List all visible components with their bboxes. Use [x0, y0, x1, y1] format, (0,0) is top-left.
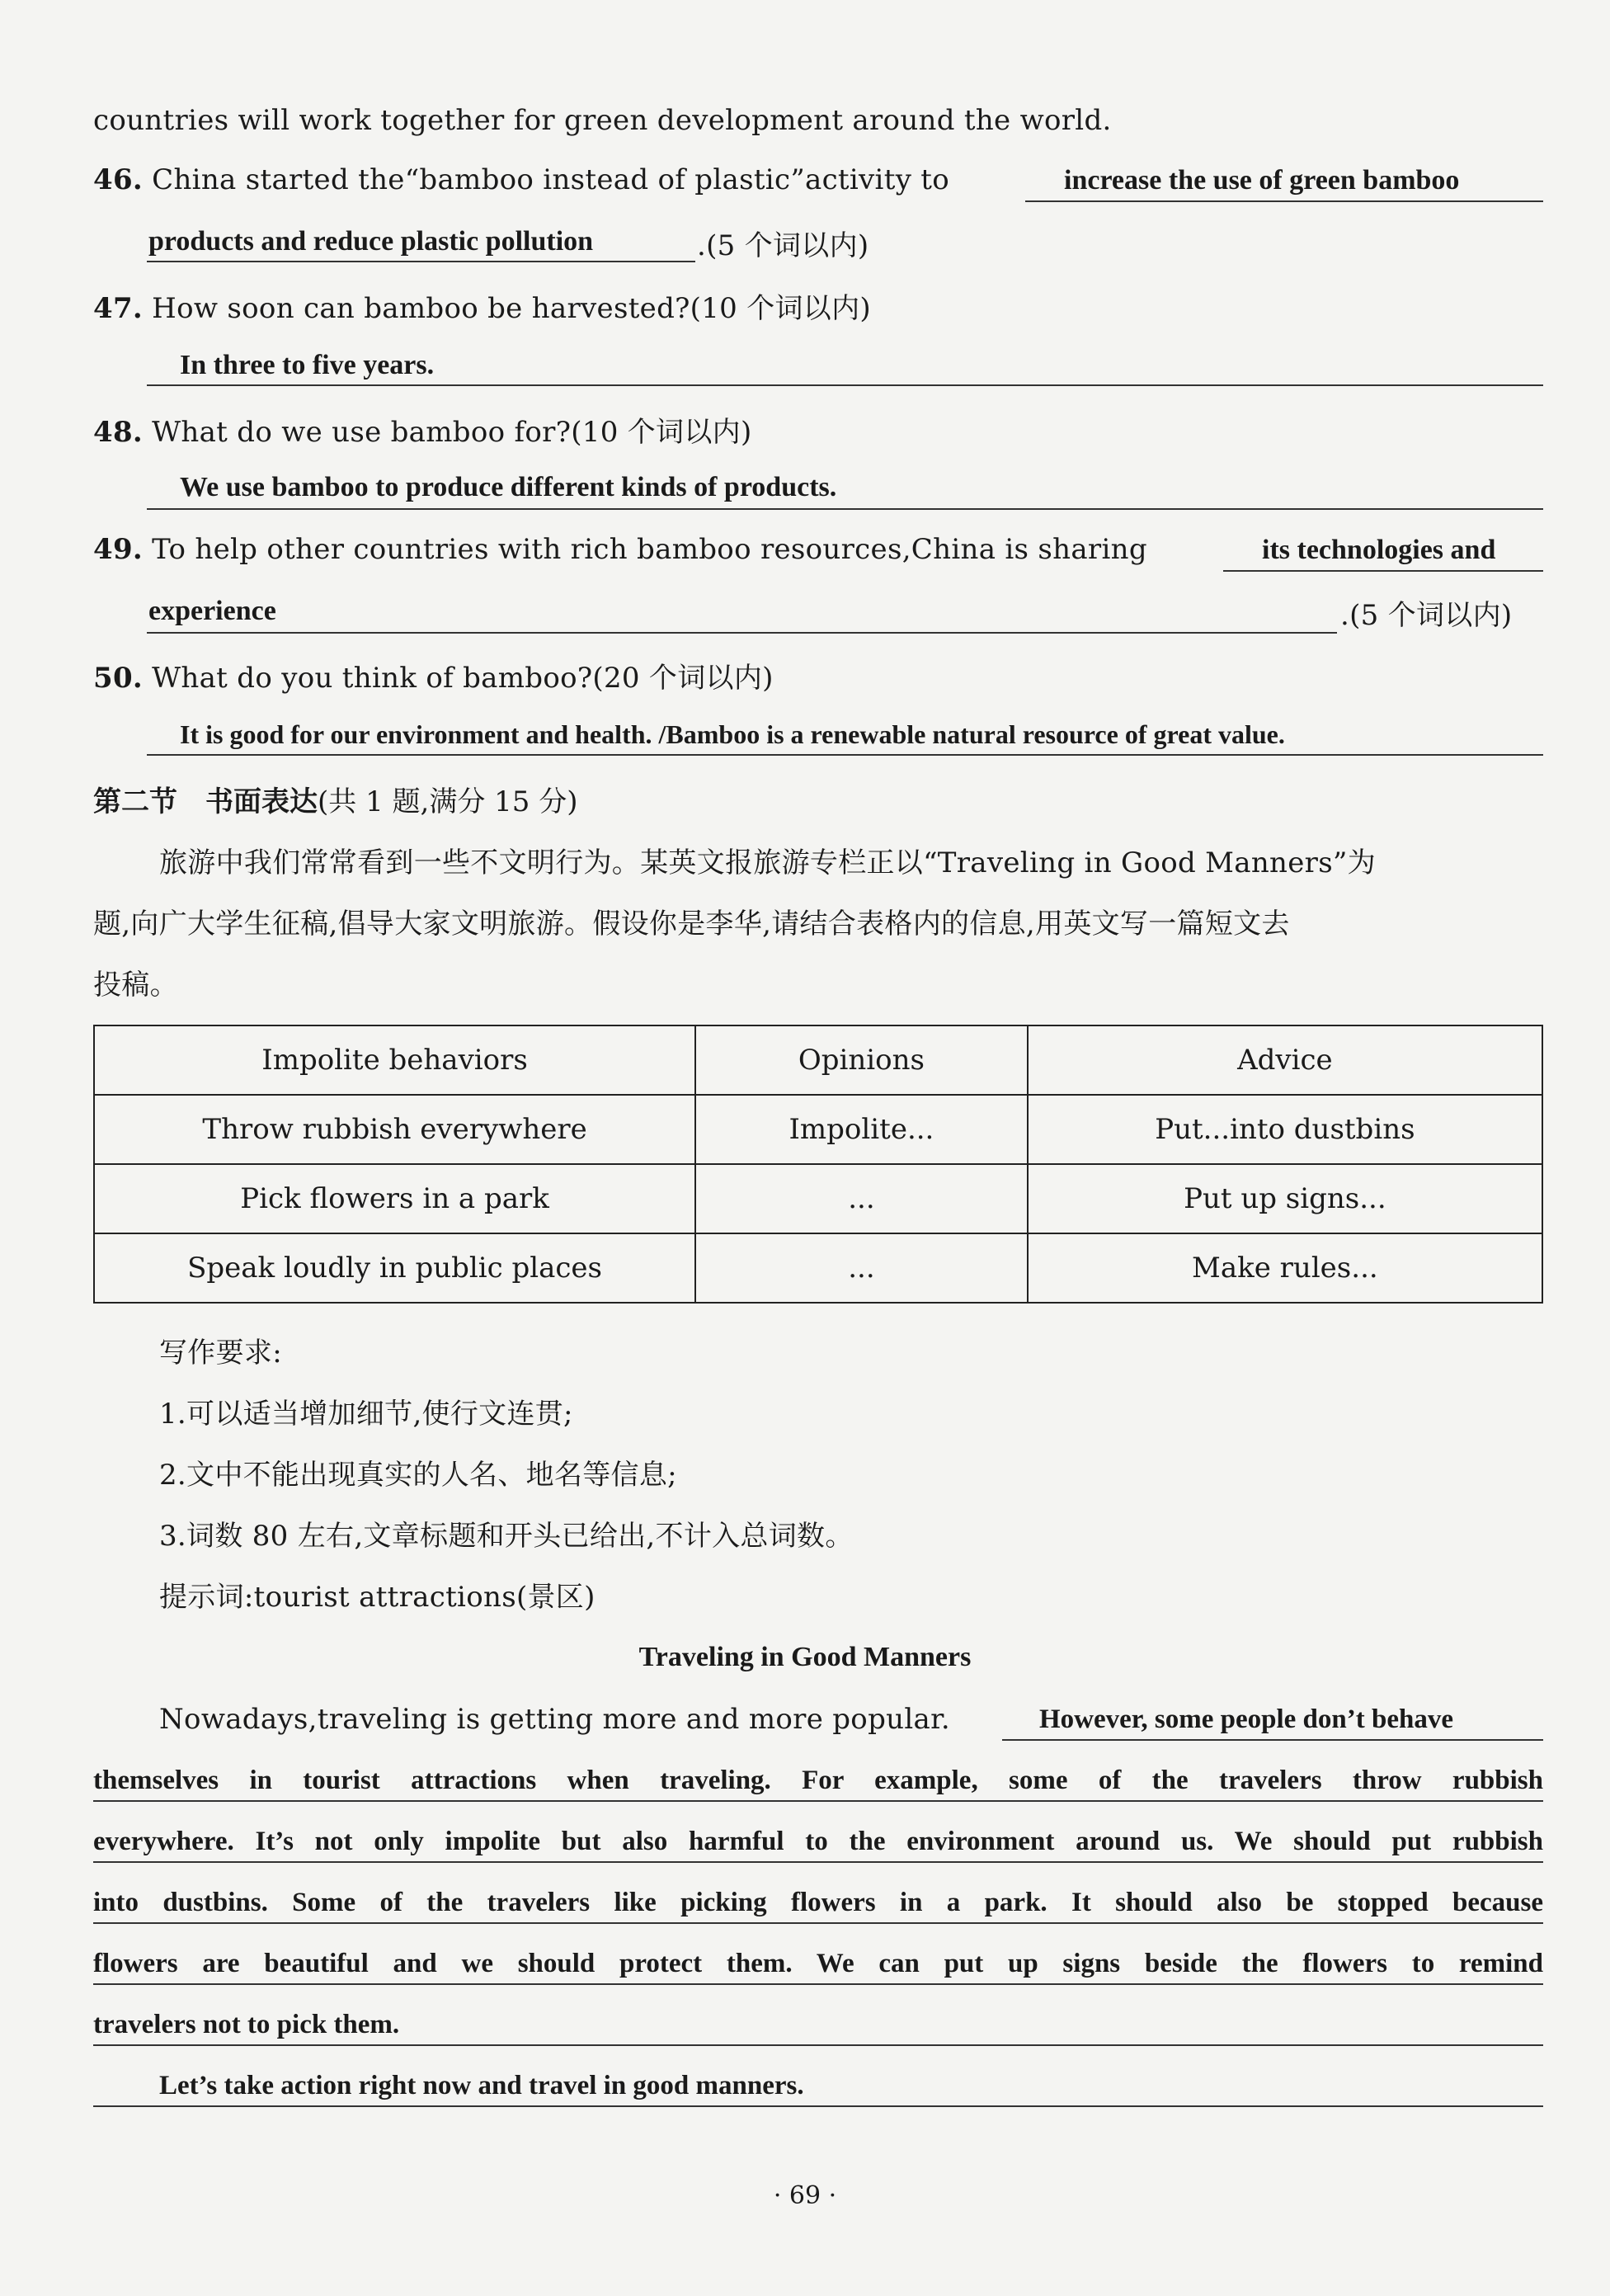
answer-46-part1: increase the use of green bamboo: [1064, 165, 1460, 196]
essay-opening: Nowadays,traveling is getting more and more popular.: [159, 1703, 950, 1736]
answer-line: [93, 1922, 1543, 1924]
table-cell: Make rules...: [1028, 1233, 1542, 1303]
question-text: What do we use bamboo for?(10 个词以内): [152, 416, 752, 449]
answer-line: [147, 508, 1543, 510]
essay-line: flowers are beautiful and we should protect them. We can put up signs beside the flowers to remind: [93, 1949, 1543, 1978]
table-cell: Speak loudly in public places: [94, 1233, 695, 1303]
section-title: 第二节 书面表达: [93, 785, 318, 818]
table-header: Impolite behaviors: [94, 1025, 695, 1095]
question-47: [93, 285, 871, 326]
answer-49-part1: its technologies and: [1262, 535, 1496, 565]
table-cell: ...: [695, 1164, 1028, 1233]
table-header-row: [94, 1025, 1542, 1095]
question-text: How soon can bamboo be harvested?(10 个词以内): [152, 292, 871, 325]
question-46: [93, 163, 949, 196]
table-row: [94, 1095, 1542, 1164]
question-text: What do you think of bamboo?(20 个词以内): [152, 662, 774, 695]
essay-line: However, some people don’t behave: [1039, 1704, 1453, 1734]
question-text: To help other countries with rich bamboo resources,China is sharing: [152, 533, 1147, 566]
answer-49-part2: experience: [148, 596, 276, 626]
requirement-item: 2.文中不能出现真实的人名、地名等信息;: [159, 1459, 677, 1492]
table-header: Opinions: [695, 1025, 1028, 1095]
answer-line: [93, 2105, 1543, 2107]
answer-line: [93, 1861, 1543, 1863]
table-cell: Pick flowers in a park: [94, 1164, 695, 1233]
behavior-table: [93, 1025, 1543, 1304]
question-49: [93, 533, 1147, 566]
table-cell: Impolite...: [695, 1095, 1028, 1164]
table-header: Advice: [1028, 1025, 1542, 1095]
question-48: [93, 409, 752, 450]
answer-line: [147, 384, 1543, 386]
section-score: (共 1 题,满分 15 分): [318, 785, 578, 818]
question-50: [93, 655, 774, 695]
table-cell: Put up signs...: [1028, 1164, 1542, 1233]
answer-line: [93, 1800, 1543, 1802]
section-heading: [93, 779, 577, 819]
table-cell: ...: [695, 1233, 1028, 1303]
question-number: 48.: [93, 416, 144, 449]
prompt-line: 投稿。: [93, 969, 178, 1002]
question-number: 47.: [93, 292, 144, 325]
table-cell: Put...into dustbins: [1028, 1095, 1542, 1164]
requirement-item: 3.词数 80 左右,文章标题和开头已给出,不计入总词数。: [159, 1520, 854, 1553]
question-number: 50.: [93, 662, 144, 695]
table-row: [94, 1233, 1542, 1303]
answer-46-part2: products and reduce plastic pollution: [148, 226, 594, 257]
word-limit: .(5 个词以内): [697, 229, 869, 262]
answer-50: It is good for our environment and health. /Bamboo is a renewable natural resource of great value.: [180, 719, 1285, 749]
question-number: 49.: [93, 533, 144, 566]
answer-line: [147, 632, 1337, 634]
answer-line: [93, 1983, 1543, 1985]
page-number: · 69 ·: [773, 2181, 837, 2210]
table-row: [94, 1164, 1542, 1233]
hint-text: 提示词:tourist attractions(景区): [159, 1581, 596, 1614]
essay-line: into dustbins. Some of the travelers like picking flowers in a park. It should also be stopped because: [93, 1888, 1543, 1917]
prompt-line: 旅游中我们常常看到一些不文明行为。某英文报旅游专栏正以“Traveling in Good Manners”为: [159, 846, 1376, 879]
question-number: 46.: [93, 163, 144, 196]
answer-47: In three to five years.: [180, 350, 435, 380]
answer-line: [1025, 200, 1543, 202]
essay-line: everywhere. It’s not only impolite but also harmful to the environment around us. We should put rubbish: [93, 1827, 1543, 1856]
answer-line: [1223, 570, 1543, 572]
carryover-text: countries will work together for green development around the world.: [93, 104, 1112, 137]
answer-line: [1002, 1739, 1543, 1741]
word-limit: .(5 个词以内): [1340, 599, 1513, 632]
answer-line: [147, 261, 695, 262]
prompt-line: 题,向广大学生征稿,倡导大家文明旅游。假设你是李华,请结合表格内的信息,用英文写一篇短文去: [93, 908, 1290, 941]
essay-closing: Let’s take action right now and travel in good manners.: [159, 2071, 804, 2100]
requirement-item: 1.可以适当增加细节,使行文连贯;: [159, 1398, 573, 1431]
answer-line: [147, 754, 1543, 756]
essay-title: Traveling in Good Manners: [638, 1642, 972, 1672]
answer-48: We use bamboo to produce different kinds of products.: [180, 472, 837, 502]
table-cell: Throw rubbish everywhere: [94, 1095, 695, 1164]
answer-line: [93, 2044, 1543, 2046]
essay-line: themselves in tourist attractions when traveling. For example, some of the travelers throw rubbish: [93, 1766, 1543, 1795]
requirements-heading: 写作要求:: [159, 1337, 282, 1370]
essay-line: travelers not to pick them.: [93, 2010, 400, 2039]
question-text: China started the“bamboo instead of plastic”activity to: [152, 163, 950, 196]
